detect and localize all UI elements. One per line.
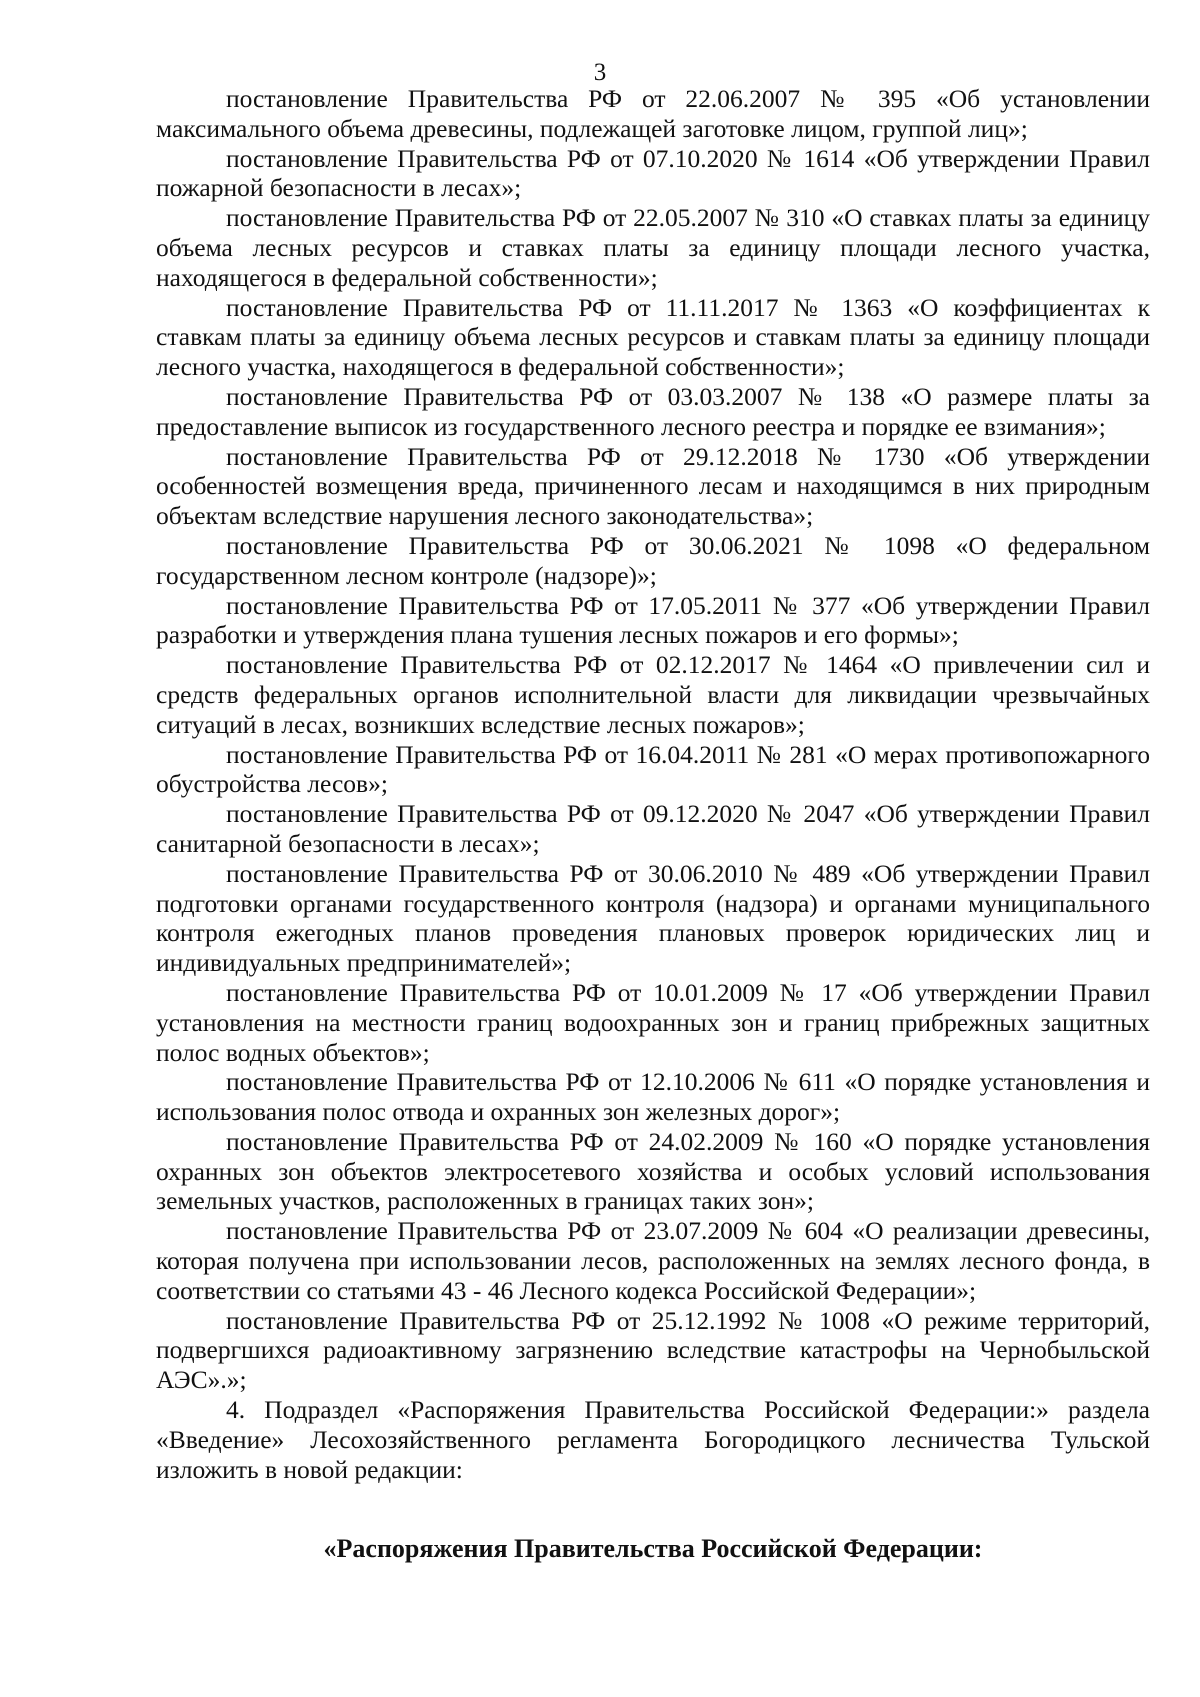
paragraph-resolution-1614: постановление Правительства РФ от 07.10.2020 № 1614 «Об утверждении Правил пожарной безопасности в лесах»; (156, 143, 1150, 203)
paragraph-resolution-2047: постановление Правительства РФ от 09.12.2020 № 2047 «Об утверждении Правил санитарной безопасности в лесах»; (156, 799, 1150, 858)
paragraph-resolution-310: постановление Правительства РФ от 22.05.2007 № 310 «О ставках платы за единицу объема лесных ресурсов и ставках платы за единицу площади лесного участка, находящегося в федеральной собственности»; (156, 203, 1150, 292)
paragraph-resolution-611: постановление Правительства РФ от 12.10.2006 № 611 «О порядке установления и использования полос отвода и охранных зон железных дорог»; (156, 1067, 1150, 1127)
paragraph-resolution-377: постановление Правительства РФ от 17.05.2011 № 377 «Об утверждении Правил разработки и утверждения плана тушения лесных пожаров и его формы»; (156, 590, 1150, 650)
paragraph-resolution-1008: постановление Правительства РФ от 25.12.1992 № 1008 «О режиме территорий, подвергшихся радиоактивному загрязнению вследствие катастрофы на Чернобыльской АЭС».»; (156, 1305, 1150, 1395)
paragraph-resolution-395: постановление Правительства РФ от 22.06.2007 № 395 «Об установлении максимального объема древесины, подлежащей заготовке лицом, группой лиц»; (156, 84, 1150, 143)
paragraph-resolution-1464: постановление Правительства РФ от 02.12.2017 № 1464 «О привлечении сил и средств федеральных органов исполнительной власти для ликвидации чрезвычайных ситуаций в лесах, возникших вследствие лесных пожаров»; (156, 650, 1150, 739)
section-heading: «Распоряжения Правительства Российской Федерации: (323, 1534, 983, 1564)
paragraph-resolution-138: постановление Правительства РФ от 03.03.2007 № 138 «О размере платы за предоставление выписок из государственного лесного реестра и порядке ее взимания»; (156, 381, 1150, 441)
paragraph-resolution-604: постановление Правительства РФ от 23.07.2009 № 604 «О реализации древесины, которая получена при использовании лесов, расположенных на землях лесного фонда, в соответствии со статьями 43 - 46 Лесного кодекса Российской Федерации»; (156, 1216, 1150, 1305)
paragraph-resolution-160: постановление Правительства РФ от 24.02.2009 № 160 «О порядке установления охранных зон объектов электросетевого хозяйства и особых условий использования земельных участков, расположенных в границах таких зон»; (156, 1126, 1150, 1216)
paragraph-resolution-489: постановление Правительства РФ от 30.06.2010 № 489 «Об утверждении Правил подготовки органами государственного контроля (надзора) и органами муниципального контроля ежегодных планов проведения плановых проверок юридических лиц и индивидуальных предпринимателей»; (156, 858, 1150, 978)
paragraph-resolution-17: постановление Правительства РФ от 10.01.2009 № 17 «Об утверждении Правил установления на местности границ водоохранных зон и границ прибрежных защитных полос водных объектов»; (156, 977, 1150, 1067)
page-number: 3 (593, 59, 607, 86)
paragraph-resolution-1730: постановление Правительства РФ от 29.12.2018 № 1730 «Об утверждении особенностей возмещения вреда, причиненного лесам и находящимся в них природным объектам вследствие нарушения лесного законодательства»; (156, 441, 1150, 531)
paragraph-resolution-281: постановление Правительства РФ от 16.04.2011 № 281 «О мерах противопожарного обустройства лесов»; (156, 739, 1150, 799)
paragraph-resolution-1363: постановление Правительства РФ от 11.11.2017 № 1363 «О коэффициентах к ставкам платы за единицу объема лесных ресурсов и ставкам платы за единицу площади лесного участка, находящегося в федеральной собственности»; (156, 292, 1150, 382)
document-body (156, 84, 1150, 1564)
paragraph-item-4: 4. Подраздел «Распоряжения Правительства Российской Федерации:» раздела «Введение» Лесохозяйственного регламента Богородицкого лесничества Тульской изложить в новой редакции: (156, 1395, 1150, 1484)
paragraph-resolution-1098: постановление Правительства РФ от 30.06.2021 № 1098 «О федеральном государственном лесном контроле (надзоре)»; (156, 530, 1150, 590)
